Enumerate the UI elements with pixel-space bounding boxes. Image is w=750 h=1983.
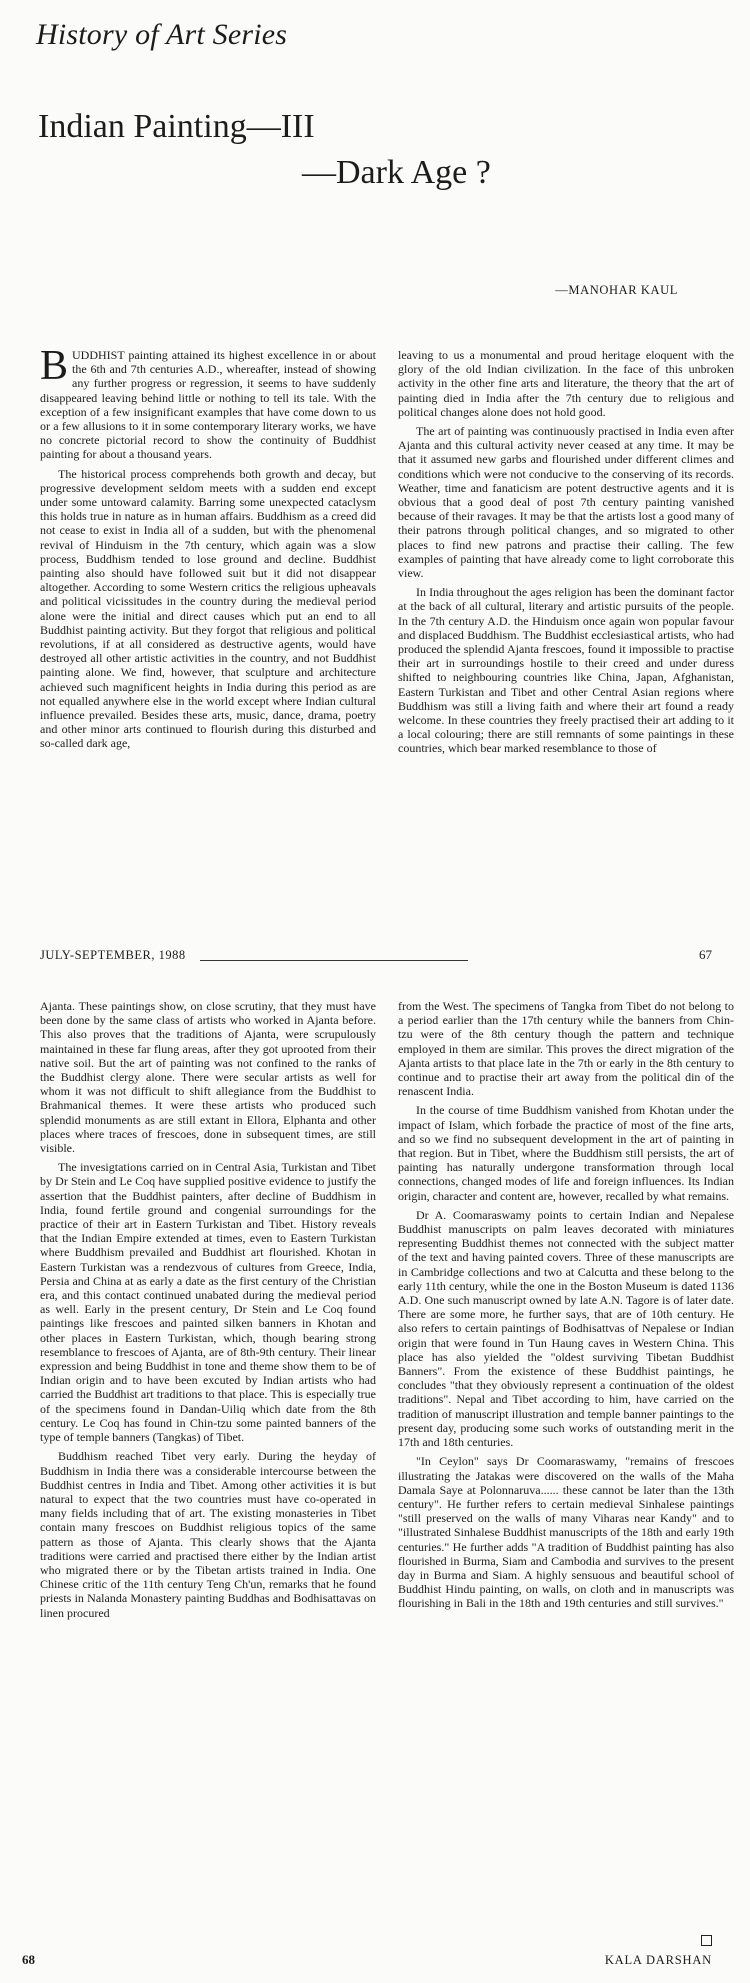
series-heading: History of Art Series <box>36 18 288 51</box>
footer-divider <box>200 960 468 961</box>
page-number: 67 <box>699 947 712 962</box>
page1-column-right <box>398 348 734 761</box>
paragraph: BUDDHIST painting attained its highest excellence in or about the 6th and 7th centuries A.D., whereafter, instead of showing any further progress or regression, it seems to have suddenly disappeared leaving behind little or nothing to tell its tale. With the exception of a few insignificant examples that have come down to us or a few allusions to it in some contemporary literary works, we have no concrete pictorial record to show the continuity of Buddhist painting for about a thousand years. <box>40 343 376 462</box>
paragraph: The invesigtations carried on in Central Asia, Turkistan and Tibet by Dr Stein and Le Coq have supplied positive evidence to justify the assertion that the Buddhist painters, after decline of Buddhism in India, found fertile ground and congenial surroundings for the practice of their art in Eastern Turkistan and Tibet. History reveals that the Indian Empire extended at times, even to Eastern Turkistan where Buddhism prevailed and Buddhist art flourished. Khotan in Eastern Turkistan was a rendezvous of cultures from Greece, India, Persia and China at as early a date as the first century of the Christian era, and this contact continued unabated during the medieval period as well. Early in the present century, Dr Stein and Le Coq found paintings like frescoes and painted silken banners in Khotan and other places in Eastern Turkistan, which, though bearing strong resemblance to frescoes of Ajanta, are of 8th-9th century. Their linear expression and being Buddhist in tone and theme show them to be of Indian origin and to have been excuted by Indian artists who had carried the Buddhist art traditions to that place. This is especially true of the specimens found in Dandan-Uiliq which date from the 8th century. Le Coq has found in Chin-tzu some painted banners of the type of temple banners (Tangkas) of Tibet. <box>40 1160 376 1445</box>
page-number: 68 <box>22 1952 35 1967</box>
paragraph: Buddhism reached Tibet very early. During the heyday of Buddhism in India there was a considerable intercourse between the Buddhist centres in India and Tibet. Among other activities it is but natural to expect that the two countries must have co-operated in many fields including that of art. The existing monasteries in Tibet contain many frescoes on Buddhist religious topics of the same pattern as those of Ajanta. This clearly shows that the Ajanta traditions were carried and practised there either by the Indian artist who migrated there or by the Tibetan artists trained in India. One Chinese critic of the 11th century Teng Ch'un, remarks that he found priests in Nalanda Monastery painting Buddhas and Bodhisattavas on linen procured <box>40 1449 376 1620</box>
end-mark-icon <box>701 1935 712 1946</box>
article-title-line1: Indian Painting—III <box>38 108 315 145</box>
page1-column-left <box>40 343 376 756</box>
footer-issue-date: JULY-SEPTEMBER, 1988 <box>40 948 186 962</box>
paragraph: "In Ceylon" says Dr Coomaraswamy, "remains of frescoes illustrating the Jatakas were discovered on the walls of the Maha Damala Saye at Polonnaruva...... these cannot be later than the 13th century". He further refers to certain medieval Sinhalese paintings "still preserved on the walls of many Viharas near Kandy" and to "illustrated Sinhalese Buddhist manuscripts of the 18th and early 19th centuries." He further adds "A tradition of Buddhist painting has also flourished in Burma, Siam and Cambodia and survives to the present day in Burma and Siam. A highly sensuous and beautiful school of Buddhist Hindu painting, on walls, on cloth and in manuscripts was flourishing in Bali in the 18th and 19th centuries and still survives." <box>398 1454 734 1611</box>
paragraph: In the course of time Buddhism vanished from Khotan under the impact of Islam, which forbade the practice of most of the fine arts, and so we find no subsequent development in the art of painting in that region. But in Tibet, where the Buddhism still persists, the art of painting has naturally undergone transformation through local connections, changed modes of life and foreign influences. Its Indian origin, character and content are, however, recalled by what remains. <box>398 1103 734 1203</box>
paragraph: Ajanta. These paintings show, on close scrutiny, that they must have been done by the same class of artists who worked in Ajanta before. This also proves that the traditions of Ajanta, were scrupulously maintained in these far flung areas, after they got uprooted from their native soil. But the art of painting was not confined to the ranks of the Buddhist clergy alone. There were secular artists as well for whom it was not difficult to shift allegiance from the Buddhist to Brahmanical themes. It were these artists who produced such splendid monuments as are still extant in Ellora, Elphanta and other places where traces of frescoes, done in subsequent times, are still visible. <box>40 999 376 1156</box>
article-title-line2: —Dark Age ? <box>302 154 491 191</box>
paragraph: The historical process comprehends both growth and decay, but progressive development seldom meets with a sudden end except under some untoward calamity. Barring some unexpected cataclysm this holds true in nature as in human affairs. Buddhism as a creed did not cease to exist in India all of a sudden, but with the phenomenal revival of Hinduism in the 7th century, which again was a slow process, Buddhism tended to lose ground and decline. Buddhist painting also should have followed suit but it did not disappear altogether. According to some Western critics the religious upheavals and political vicissitudes in the country during the medieval period alone were the initial and direct causes which put an end to all Buddhist painting activity. But they forgot that religious and political revolutions, if at all considered as destructive agents, would have destroyed all other artistic activities in the country, and not Buddhist painting alone. We find, however, that sculpture and architecture achieved such magnificent heights in India during this period as are not equalled anywhere else in the world except where Indian cultural influence prevailed. Besides these arts, music, dance, drama, poetry and other minor arts continued to flourish during this disturbed and so-called dark age, <box>40 466 376 751</box>
author-byline: —MANOHAR KAUL <box>555 283 678 297</box>
page2-column-left <box>40 999 376 1625</box>
page2-column-right <box>398 999 734 1616</box>
paragraph: In India throughout the ages religion has been the dominant factor at the back of all cultural, literary and artistic pursuits of the people. In the 7th century A.D. the Hinduism once again won popular favour and displaced Buddhism. The Buddhist ecclesiastical artists, who had produced the splendid Ajanta frescoes, found it impossible to practise their art in surroundings hostile to their creed and under duress shifted to neighbouring countries like China, Japan, Afghanistan, Eastern Turkistan and Tibet and other Central Asian regions where Buddhism was still a living faith and where their art found a ready welcome. In these countries they freely practised their art adding to it a local colouring; there are still remnants of some paintings in these countries, which bear marked resemblance to those of <box>398 585 734 756</box>
paragraph: Dr A. Coomaraswamy points to certain Indian and Nepalese Buddhist manuscripts on palm leaves decorated with miniatures representing Buddhist themes not connected with the subject matter of the text and having painted covers. Three of these manuscripts are in Cambridge collections and two at Calcutta and these belong to the early 11th century, while the one in the Boston Museum is dated 1136 A.D. One such manuscript owned by late A.N. Tagore is of later date. There are some more, he further says, that are of 10th century. He also refers to certain paintings of Bodhisattvas of Nepalese or Indian origin that were found in Tun Haung caves in Western China. This place has also yielded the "oldest surviving Tibetan Buddhist Banners". From the existence of these Buddhist paintings, he concludes "that they obviously represent a continuation of the oldest traditions". Nepal and Tibet according to him, have carried on the tradition of manuscript illustration and temple banner paintings to the present day, producing some such works of outstanding merit in the 17th and 18th centuries. <box>398 1207 734 1450</box>
paragraph: from the West. The specimens of Tangka from Tibet do not belong to a period earlier than the 17th century while the banners from Chin-tzu were of the 8th century though the pattern and technique employed in them are similar. This proves the direct migration of the Ajanta artists to that place late in the 7th or early in the 8th century to continue and to practise their art away from the political din of the renascent India. <box>398 999 734 1099</box>
paragraph: leaving to us a monumental and proud heritage eloquent with the glory of the old Indian civilization. In the face of this unbroken activity in the other fine arts and literature, the theory that the art of painting died in India after the 7th century due to religious and political changes alone does not hold good. <box>398 348 734 419</box>
drop-cap: B <box>40 343 69 389</box>
footer-magazine-name: KALA DARSHAN <box>604 1953 712 1967</box>
paragraph: The art of painting was continuously practised in India even after Ajanta and this cultural activity never ceased at any time. It may be that it assumed new garbs and flourished under different climes and conditions which were not conducive to the conserving of its records. Weather, time and fanaticism are potent destructive agents and it is obvious that a good deal of post 7th century painting vanished because of their ravages. It may be that the artists lost a good many of their patrons through political changes, and so migrated to other places to find new patrons and practise their calling. The few examples of painting that have already come to light corroborate this view. <box>398 424 734 581</box>
